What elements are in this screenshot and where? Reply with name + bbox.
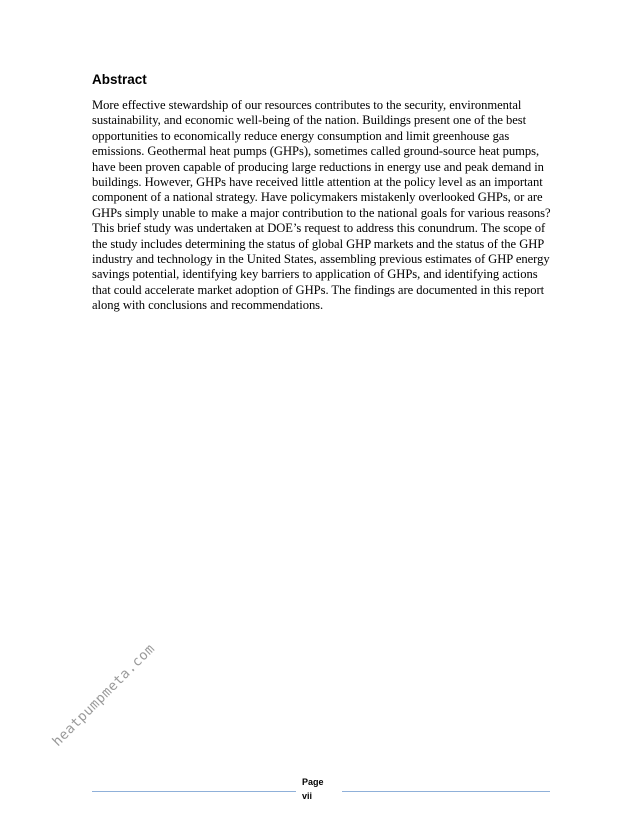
watermark: heatpumpmeta.com [49, 640, 159, 750]
page-label: Page [302, 777, 324, 787]
abstract-paragraph: More effective stewardship of our resources contributes to the security, environmental sustainability, and economic well-being of the nation. Buildings present one of the best opportunities to economically reduce energy consumption and limit greenhouse gas emissions. Geothermal heat pumps (GHPs), sometimes called ground-source heat pumps, have been proven capable of producing large reductions in energy use and peak demand in buildings. However, GHPs have received little attention at the policy level as an important component of a national strategy. Have policymakers mistakenly overlooked GHPs, or are GHPs simply unable to make a major contribution to the national goals for various reasons? This brief study was undertaken at DOE’s request to address this conundrum. The scope of the study includes determining the status of global GHP markets and the status of the GHP industry and technology in the United States, assembling previous estimates of GHP energy savings potential, identifying key barriers to application of GHPs, and identifying actions that could accelerate market adoption of GHPs. The findings are documented in this report along with conclusions and recommendations. [92, 98, 551, 313]
section-heading: Abstract [92, 72, 147, 87]
footer-rule-left [92, 791, 296, 792]
page-number: vii [302, 791, 313, 801]
footer-rule-right [342, 791, 550, 792]
